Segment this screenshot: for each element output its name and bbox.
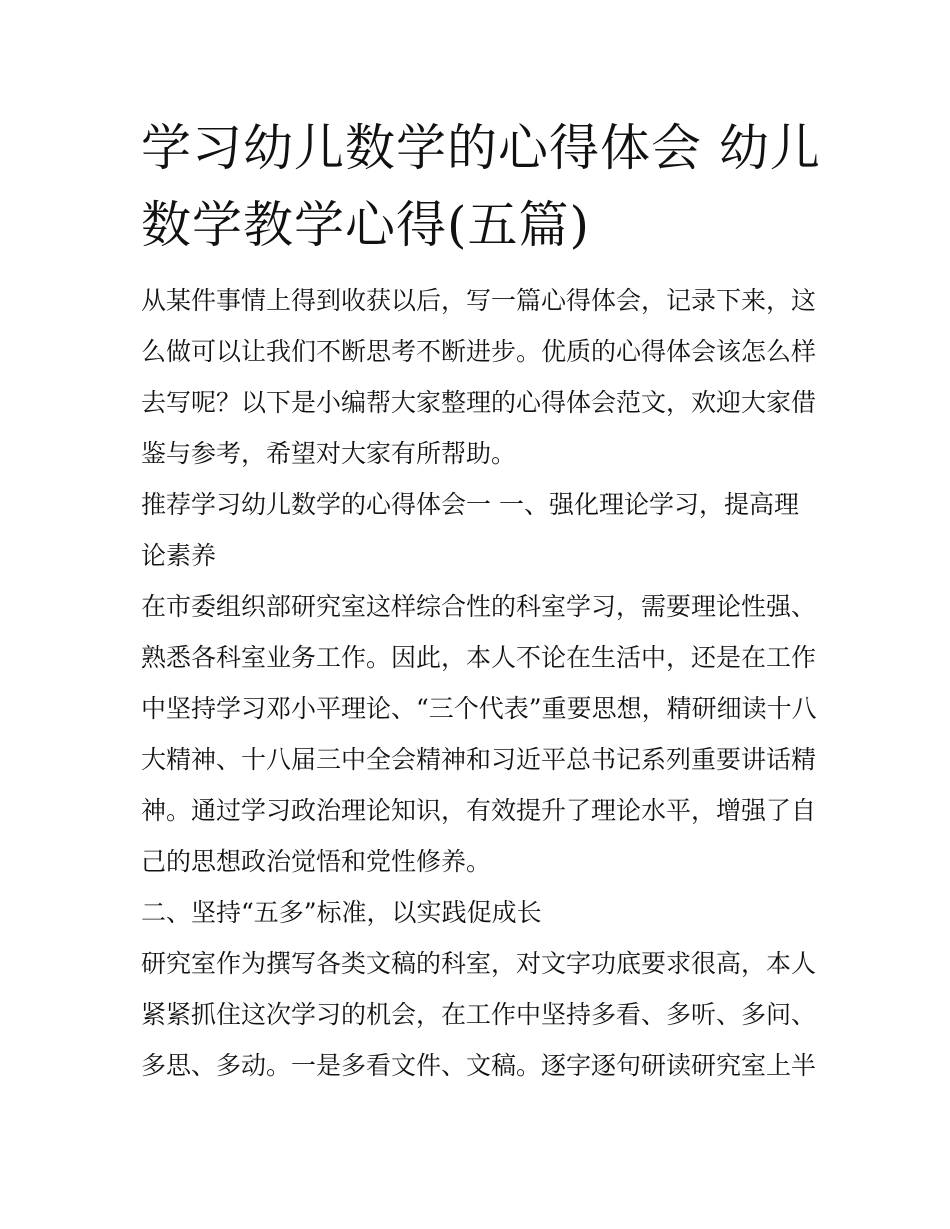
body-line: 紧紧抓住这次学习的机会，在工作中坚持多看、多听、多问、 xyxy=(141,1000,817,1029)
body-line: 从某件事情上得到收获以后，写一篇心得体会，记录下来，这 xyxy=(141,286,817,315)
body-line: 鉴与参考，希望对大家有所帮助。 xyxy=(141,439,517,468)
body-line: 去写呢？以下是小编帮大家整理的心得体会范文，欢迎大家借 xyxy=(141,388,817,417)
body-line: 熟悉各科室业务工作。因此，本人不论在生活中，还是在工作 xyxy=(141,643,817,672)
body-line: 二、坚持“五多”标准，以实践促成长 xyxy=(141,898,542,927)
body-line: 么做可以让我们不断思考不断进步。优质的心得体会该怎么样 xyxy=(141,337,817,366)
body-line: 己的思想政治觉悟和党性修养。 xyxy=(141,847,492,876)
body-line: 大精神、十八届三中全会精神和习近平总书记系列重要讲话精 xyxy=(141,745,817,774)
body-line: 中坚持学习邓小平理论、“三个代表”重要思想，精研细读十八 xyxy=(141,694,817,723)
body-line: 研究室作为撰写各类文稿的科室，对文字功底要求很高，本人 xyxy=(141,949,817,978)
body-line: 在市委组织部研究室这样综合性的科室学习，需要理论性强、 xyxy=(141,592,817,621)
body-line: 推荐学习幼儿数学的心得体会一 一、强化理论学习，提高理 xyxy=(141,490,799,519)
body-line: 神。通过学习政治理论知识，有效提升了理论水平，增强了自 xyxy=(141,796,817,825)
body-line: 多思、多动。一是多看文件、文稿。逐字逐句研读研究室上半 xyxy=(141,1051,817,1080)
document-title-line-2: 数学教学心得(五篇) xyxy=(141,196,591,254)
document-title-line-1: 学习幼儿数学的心得体会 幼儿 xyxy=(141,119,821,177)
body-line: 论素养 xyxy=(141,541,217,570)
